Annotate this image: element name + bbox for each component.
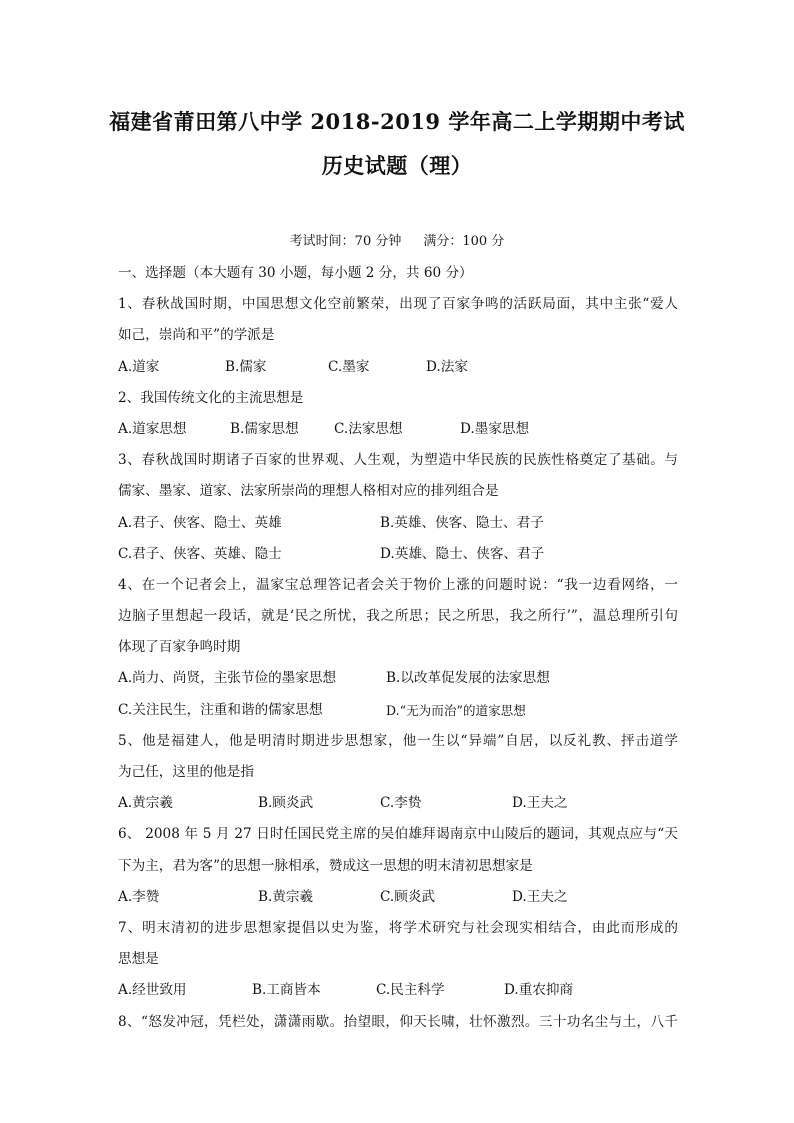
- question-4-line-2: 边脑子里想起一段话，就是‘民之所忧，我之所思；民之所思，我之所行’”，温总理所引句: [118, 608, 678, 625]
- question-3-line-2: 儒家、墨家、道家、法家所崇尚的理想人格相对应的排列组合是: [118, 483, 499, 500]
- option-a: A.黄宗羲: [118, 795, 173, 812]
- option-b: B.儒家: [225, 358, 267, 375]
- option-d: D.英雄、隐士、侠客、君子: [380, 545, 545, 562]
- option-d: D.“无为而治”的道家思想: [386, 702, 526, 718]
- option-c: C.法家思想: [334, 420, 403, 437]
- question-7-options: [118, 975, 678, 1006]
- option-b: B.黄宗羲: [258, 888, 314, 905]
- option-c: C.顾炎武: [380, 888, 436, 905]
- question-6-line-2: 下为主，君为客”的思想一脉相承，赞成这一思想的明末清初思想家是: [118, 857, 533, 874]
- question-1-line-1: 1、春秋战国时期，中国思想文化空前繁荣，出现了百家争鸣的活跃局面，其中主张“爱人: [118, 296, 678, 313]
- option-d: D.重农抑商: [504, 982, 574, 999]
- question-3-line-1: 3、春秋战国时期诸子百家的世界观、人生观，为塑造中华民族的民族性格奠定了基础。与: [118, 452, 678, 469]
- question-8-line-1: 8、“怒发冲冠，凭栏处，潇潇雨歇。抬望眼，仰天长啸，壮怀激烈。三十功名尘与土，八千: [118, 1013, 678, 1030]
- option-c: C.墨家: [328, 358, 370, 375]
- question-5-options: [118, 788, 678, 819]
- option-b: B.英雄、侠客、隐士、君子: [380, 514, 544, 531]
- exam-time: 考试时间：70 分钟: [289, 234, 402, 249]
- page-subtitle: 历史试题（理）: [321, 153, 473, 178]
- page-title: 福建省莆田第八中学 2018-2019 学年高二上学期期中考试: [109, 109, 685, 134]
- option-c: C.关注民生，注重和谐的儒家思想: [118, 701, 323, 718]
- question-3-options-cd: [118, 539, 678, 570]
- question-4-line-3: 体现了百家争鸣时期: [118, 639, 241, 656]
- option-a: A.君子、侠客、隐士、英雄: [118, 514, 282, 531]
- option-a: A.道家思想: [118, 420, 187, 437]
- option-d: D.法家: [426, 358, 468, 375]
- exam-meta: [0, 230, 794, 249]
- option-c: C.民主科学: [376, 982, 445, 999]
- question-7-line-1: 7、明末清初的进步思想家提倡以史为鉴，将学术研究与社会现实相结合，由此而形成的: [118, 919, 678, 936]
- question-2-line-1: 2、我国传统文化的主流思想是: [118, 389, 304, 406]
- option-a: A.经世致用: [118, 982, 187, 999]
- option-b: B.工商皆本: [252, 982, 321, 999]
- option-c: C.君子、侠客、英雄、隐士: [118, 545, 282, 562]
- option-a: A.尚力、尚贤，主张节俭的墨家思想: [118, 670, 337, 687]
- question-7-line-2: 思想是: [118, 951, 159, 968]
- option-a: A.李赞: [118, 888, 160, 905]
- option-b: B.儒家思想: [230, 420, 299, 437]
- question-6-line-1: 6、 2008 年 5 月 27 日时任国民党主席的吴伯雄拜谒南京中山陵后的题词，其观点应与“天: [118, 826, 678, 843]
- option-d: D.墨家思想: [460, 420, 530, 437]
- option-a: A.道家: [118, 358, 160, 375]
- exam-body: [118, 258, 678, 1038]
- section-heading: 一、选择题（本大题有 30 小题，每小题 2 分，共 60 分）: [118, 265, 473, 281]
- question-4-options-cd: [118, 695, 678, 726]
- question-4-options-ab: [118, 663, 678, 694]
- question-2-options: [118, 414, 678, 445]
- question-4-line-1: 4、在一个记者会上，温家宝总理答记者会关于物价上涨的问题时说：“我一边看网络，一: [118, 576, 678, 593]
- option-d: D.王夫之: [512, 795, 568, 812]
- question-3-options-ab: [118, 508, 678, 539]
- question-5-line-2: 为己任，这里的他是指: [118, 764, 254, 780]
- question-1-options: [118, 352, 678, 383]
- option-b: B.以改革促发展的法家思想: [386, 670, 550, 687]
- option-b: B.顾炎武: [258, 795, 314, 812]
- option-d: D.王夫之: [512, 888, 568, 905]
- question-1-line-2: 如己，崇尚和平”的学派是: [118, 327, 275, 344]
- full-score: 满分：100 分: [423, 234, 505, 249]
- question-6-options: [118, 882, 678, 913]
- question-5-line-1: 5、他是福建人，他是明清时期进步思想家，他一生以“异端”自居，以反礼教、抨击道学: [118, 732, 678, 749]
- option-c: C.李贽: [380, 795, 422, 812]
